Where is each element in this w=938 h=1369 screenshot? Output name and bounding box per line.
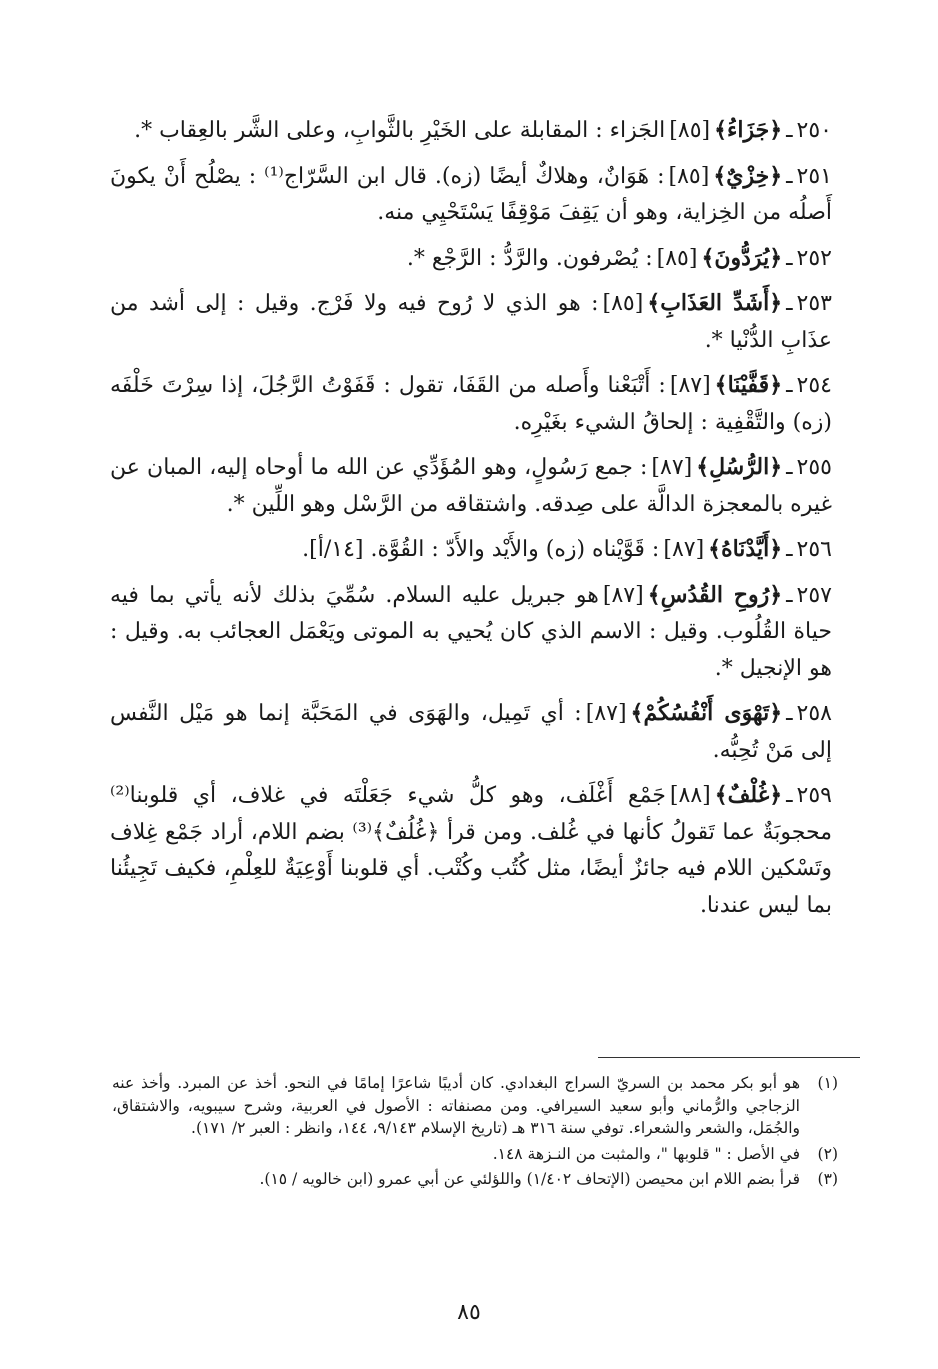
glossary-entries [110,112,832,932]
entry-text: هو جبريل عليه السلام. سُمِّيَ بذلك لأنه يأتي بما فيه حياة القُلُوب. وقيل : الاسم الذي كان يُحيي به الموتى ويَعْمَل العجائب به. وقيل : هو الإنجيل *. [110,582,832,681]
entry-257 [110,577,832,688]
entry-headword: ﴿خِزْيٌ﴾ [713,162,783,189]
entry-separator: ـ [786,163,793,189]
footnote-1 [112,1072,838,1140]
entry-headword: ﴿قَفَّيْنَا﴾ [714,372,783,398]
entry-text: : أي تَمِيل، والهَوَى في المَحَبَّة إنما هو مَيْل النَّفس إلى مَنْ تُحِبُّه. [110,701,832,763]
footnote-2 [112,1143,838,1166]
footnote-divider [598,1057,860,1058]
entry-separator: ـ [786,537,793,562]
entry-verse-ref: [٨٥] [669,118,711,143]
entry-verse-ref: [٨٧] [663,537,705,562]
entry-headword: ﴿أَشَدِّ العَذَابِ﴾ [647,290,783,316]
entry-259 [110,777,832,924]
entry-text: : قَوَّيْناه (زه) والأَيْد والأَدّ : القُوَّة. [١٤/أ]. [302,537,660,562]
footnote-text: قرأ بضم اللام ابن محيصن (الإتحاف ١/٤٠٢) واللؤلئي عن أبي عمرو (ابن خالويه / ١٥). [259,1170,800,1188]
footnote-mark: (٣) [817,1170,838,1188]
footnotes [112,1072,838,1194]
entry-separator: ـ [786,291,793,316]
entry-separator: ـ [786,455,793,480]
entry-headword: ﴿أَيَّدْنَاهُ﴾ [708,536,783,562]
entry-headword: ﴿الرُّسُلِ﴾ [696,454,783,480]
entry-253 [110,285,832,359]
footnote-mark: (١) [817,1074,838,1092]
entry-verse-ref: [٨٧] [651,455,693,480]
entry-number: ٢٥١ [796,163,832,189]
entry-text: الجَزاء : المقابلة على الخَيْرِ بالثَّوابِ، وعلى الشَّر بالعِقاب *. [134,118,666,143]
entry-verse-ref: [٨٨] [669,783,711,808]
entry-verse-ref: [٨٥] [602,291,644,316]
entry-text: : يُصْرفون. والرَّدُّ : الرَّجْع *. [406,245,653,271]
entry-separator: ـ [786,701,793,726]
entry-verse-ref: [٨٧] [602,582,644,608]
entry-number: ٢٥٩ [796,783,832,808]
entry-250 [110,112,832,150]
entry-headword: ﴿جَزَاءُ﴾ [714,117,783,143]
entry-number: ٢٥٢ [796,245,832,271]
entry-251 [110,158,832,232]
entry-text: : هَوَانٌ، وهلاكٌ أيضًا (زه). قال ابن السَّرّاج⁽¹⁾ : يصْلُح أَنْ يكونَ أَصلُه من الخِزاية، وهو أن يَقِفَ مَوْقِفًا يَسْتَحْيِي منه. [110,163,832,225]
entry-number: ٢٥٣ [796,291,832,316]
entry-verse-ref: [٨٥] [656,245,698,271]
entry-text: جَمْع أَغْلَف، وهو كلُّ شيء جَعَلْتَه في غلاف، أي قلوبنا⁽²⁾ محجوبَةٌ عما تَقولُ كأنها في غُلف. ومن قرأ ﴿غُلُفٌ﴾⁽³⁾ بضم اللام، أراد جَمْع غِلاف وتَسْكين اللام فيه جائزٌ أيضًا، مثل كُتُب وكُتْب. أي قلوبنا أَوْعِيَةٌ للعِلْمِ، فكيف تَجِيئُنا بما ليس عندنا. [110,783,832,918]
entry-separator: ـ [786,118,793,143]
entry-255 [110,449,832,523]
entry-verse-ref: [٨٧] [669,373,711,398]
entry-text: : أَتْبَعْنا وأَصله من القَفَا، تقول : قَفَوْتُ الرَّجُلَ، إذا سِرْتَ خَلْفَه (زه) والتَّقْفِية : إلحاقُ الشيء بغَيْرِه. [110,373,832,435]
entry-number: ٢٥٧ [796,582,832,608]
entry-number: ٢٥٥ [796,455,832,480]
footnote-3 [112,1168,838,1191]
entry-separator: ـ [786,783,793,808]
page-number: ٨٥ [457,1300,481,1325]
entry-verse-ref: [٨٥] [668,163,710,189]
entry-text: : هو الذي لا رُوح فيه ولا فَرْج. وقيل : إلى أشد من عذَابِ الدُّنْيا *. [110,291,832,353]
entry-number: ٢٥٦ [796,537,832,562]
entry-number: ٢٥٤ [796,373,832,398]
entry-headword: ﴿يُرَدُّونَ﴾ [701,244,783,271]
entry-separator: ـ [786,373,793,398]
entry-number: ٢٥٨ [796,701,832,726]
entry-256 [110,531,832,569]
entry-headword: ﴿رُوحِ القُدُسِ﴾ [647,581,783,608]
footnote-mark: (٢) [817,1144,838,1163]
entry-separator: ـ [786,245,793,271]
entry-text: : جمع رَسُولٍ، وهو المُؤَدِّي عن الله ما أوحاه إليه، المبان عن غيره بالمعجزة الدالَّة على صِدقه. واشتقاقه من الرَّسْل وهو اللِّين *. [110,455,832,517]
entry-separator: ـ [786,582,793,608]
footnote-text: في الأصل : " قلوبها "، والمثبت من النـزهة ١٤٨. [492,1144,800,1163]
entry-258 [110,695,832,769]
entry-headword: ﴿تَهْوَى أَنْفُسُكُمْ﴾ [630,700,783,726]
entry-number: ٢٥٠ [796,118,832,143]
entry-252 [110,240,832,278]
entry-254 [110,367,832,441]
entry-verse-ref: [٨٧] [585,701,627,726]
entry-headword: ﴿غُلْفٌ﴾ [714,782,783,808]
footnote-text: هو أبو بكر محمد بن السريّ السراج البغدادي. كان أديبًا شاعرًا إمامًا في النحو. أخذ عن المبرد. وأخذ عنه الزجاجي والرُّماني وأبو سعيد السيرافي. ومن مصنفاته : الأصول في العربية، وشرح سيبويه، والاشتقاق، والجُمَل، والشعر والشعراء. توفي سنة ٣١٦ هـ (تاريخ الإسلام ٩/١٤٣، ١٤٤، وانظر : العبر ٢/ ١٧١). [112,1074,800,1137]
